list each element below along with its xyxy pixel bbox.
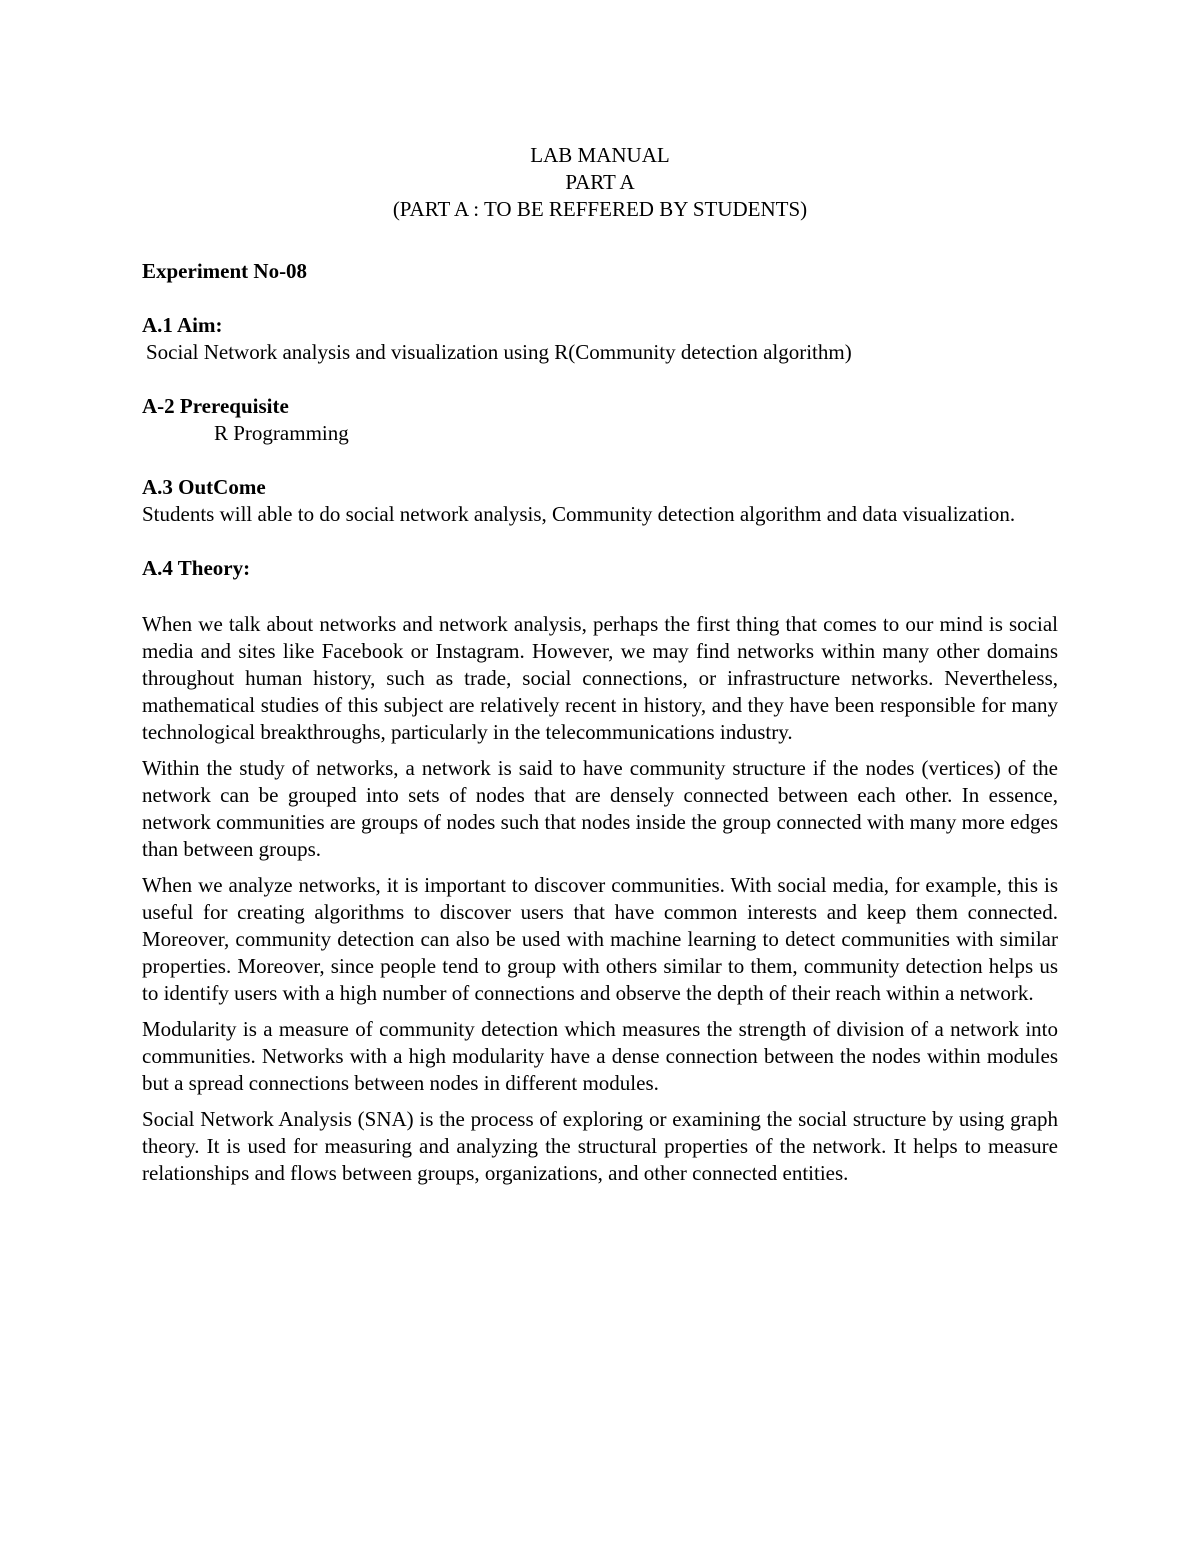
- theory-paragraph-5: Social Network Analysis (SNA) is the process of exploring or examining the social structure by using graph theory. It is used for measuring and analyzing the structural properties of the network. It helps to measure relationships and flows between groups, organizations, and other connected entities.: [142, 1107, 1058, 1185]
- prerequisite-heading: A-2 Prerequisite: [142, 394, 289, 418]
- aim-heading: A.1 Aim:: [142, 313, 223, 337]
- theory-paragraph-1: When we talk about networks and network analysis, perhaps the first thing that comes to our mind is social media and sites like Facebook or Instagram. However, we may find networks within many other domains throughout human history, such as trade, social connections, or infrastructure networks. Nevertheless, mathematical studies of this subject are relatively recent in history, and they have been responsible for many technological breakthroughs, particularly in the telecommunications industry.: [142, 612, 1058, 744]
- document-header: [142, 142, 1058, 223]
- header-subtitle: (PART A : TO BE REFFERED BY STUDENTS): [392, 197, 808, 221]
- theory-section: [142, 555, 1058, 1187]
- header-title: LAB MANUAL: [530, 143, 670, 167]
- header-part: PART A: [565, 170, 635, 194]
- theory-paragraph-4: Modularity is a measure of community detection which measures the strength of division of a network into communities. Networks with a high modularity have a dense connection between the nodes within modules but a spread connections between nodes in different modules.: [142, 1017, 1058, 1095]
- prerequisite-section: [142, 393, 1058, 447]
- aim-text: Social Network analysis and visualization using R(Community detection algorithm): [146, 340, 852, 364]
- aim-section: [142, 312, 1058, 366]
- outcome-heading: A.3 OutCome: [142, 475, 266, 499]
- theory-paragraph-2: Within the study of networks, a network is said to have community structure if the nodes (vertices) of the network can be grouped into sets of nodes that are densely connected between each other. In essence, network communities are groups of nodes such that nodes inside the group connected with many more edges than between groups.: [142, 756, 1058, 861]
- outcome-text: Students will able to do social network analysis, Community detection algorithm and data visualization.: [142, 502, 1016, 526]
- theory-heading: A.4 Theory:: [142, 556, 251, 580]
- outcome-section: [142, 474, 1058, 528]
- document-content: [142, 142, 1058, 1187]
- prerequisite-text: R Programming: [214, 421, 349, 445]
- experiment-number: Experiment No-08: [142, 259, 308, 283]
- theory-paragraph-3: When we analyze networks, it is important to discover communities. With social media, for example, this is useful for creating algorithms to discover users that have common interests and keep them connected. Moreover, community detection can also be used with machine learning to detect communities with similar properties. Moreover, since people tend to group with others similar to them, community detection helps us to identify users with a high number of connections and observe the depth of their reach within a network.: [142, 873, 1058, 1005]
